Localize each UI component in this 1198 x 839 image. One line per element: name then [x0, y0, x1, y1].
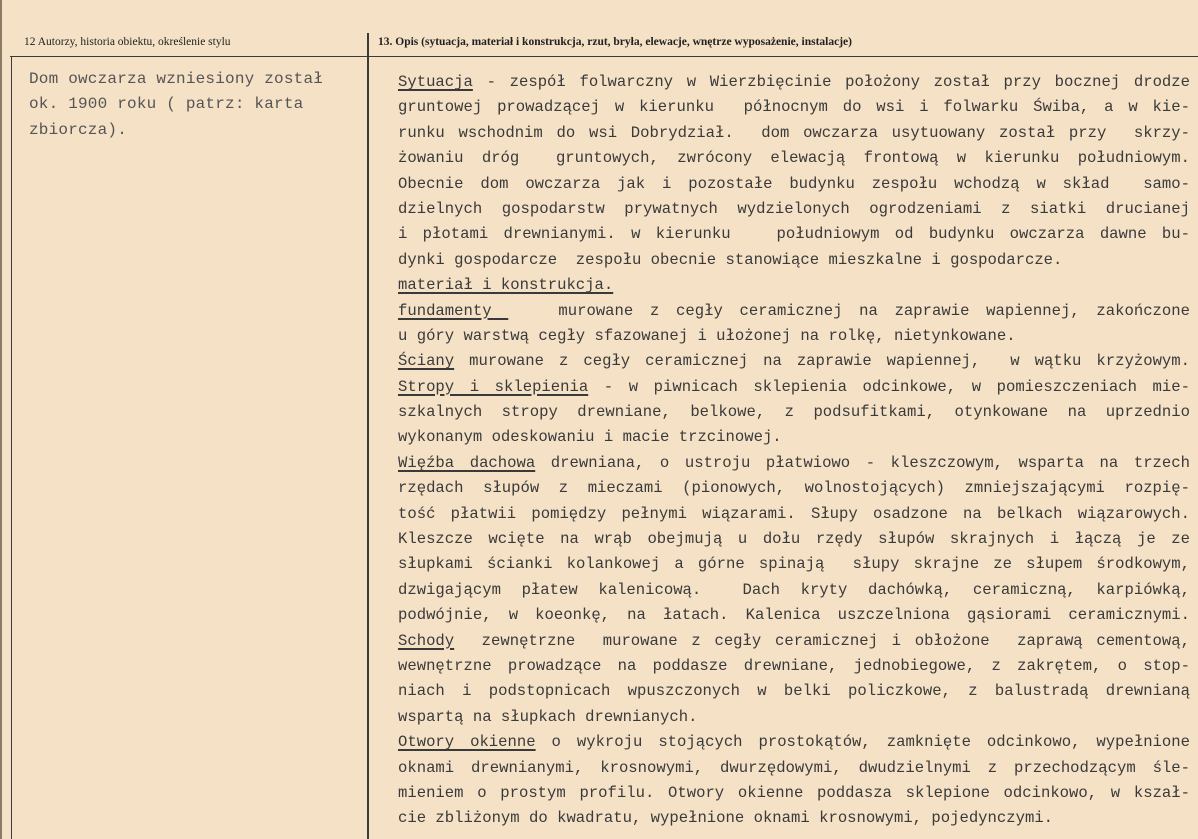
line-text: murowane z cegły ceramicznej na zaprawie wapiennej, zakończone: [508, 301, 1190, 320]
right-column-heading: 13. Opis (sytuacja, materiał i konstrukcja, rzut, bryła, elewacje, wnętrze wyposażenie, instalacje): [378, 36, 852, 48]
column-divider: [367, 33, 369, 839]
line-text: - zespół folwarczny w Wierzbięcinie położony został przy bocznej drodze: [472, 73, 1190, 91]
text-line: [398, 781, 1190, 806]
line-text: podwójnie, w koeonkę, na łatach. Kalenica uszczelniona gąsiorami ceramicznymi.: [398, 606, 1190, 625]
text-line: [398, 527, 1190, 552]
line-text: rzędach słupów z mieczami (pionowych, wolnostojących) zmniejszającymi rozpię-: [398, 479, 1190, 498]
section-heading: Schody: [398, 631, 455, 650]
line-text: szkalnych stropy drewniane, belkowe, z podsufitkami, otynkowane na uprzednio: [398, 403, 1190, 422]
line-text: runku wschodnim do wsi Dobrydział. dom owczarza usytuowany został przy skrzy-: [398, 123, 1190, 142]
line-text: mieniem o prostym profilu. Otwory okienne poddasza sklepione odcinkowo, w kszał-: [398, 783, 1190, 802]
text-line: [398, 603, 1190, 628]
line-text: tość płatwii pomiędzy pełnymi wiązarami. Słupy osadzone na belkach wiązarowych.: [398, 504, 1190, 523]
line-text: - w piwnicach sklepienia odcinkowe, w pomieszczeniach mie-: [588, 377, 1190, 396]
text-line: [398, 705, 1190, 730]
text-line: zbiorcza).: [29, 120, 128, 139]
text-line: Dom owczarza wzniesiony został: [29, 70, 324, 88]
line-text: wewnętrzne prowadzące na poddasze drewniane, jednobiegowe, z zakrętem, o stop-: [398, 656, 1190, 675]
line-text: Obecnie dom owczarza jak i pozostałe budynku zespołu wchodzą w skład samo-: [398, 174, 1190, 193]
text-line: [398, 172, 1190, 197]
line-text: Kleszcze wcięte na wrąb obejmują u dołu rzędy słupów skrajnych i łączą je ze: [398, 530, 1190, 549]
line-text: drewniana, o ustroju płatwiowo - kleszczowym, wsparta na trzech: [535, 453, 1190, 472]
line-text: wspartą na słupkach drewnianych.: [398, 707, 698, 726]
left-margin-rule: [11, 56, 12, 839]
text-line: [398, 400, 1190, 425]
text-line: [398, 324, 1190, 349]
line-text: gruntowej prowadzącej w kierunku północnym do wsi i folwarku Świba, a w kie-: [398, 98, 1190, 117]
section-heading: Stropy i sklepienia: [398, 377, 589, 396]
section-line: [398, 70, 1190, 95]
section-heading: Ściany: [398, 352, 455, 371]
line-text: oknami drewnianymi, krosnowymi, dwurzędowymi, dwudzielnymi z przechodzącym śle-: [398, 758, 1190, 777]
left-column-heading: 12 Autorzy, historia obiektu, określenie stylu: [24, 36, 231, 48]
text-line: [398, 654, 1190, 679]
text-line: [398, 679, 1190, 704]
line-text: niach i podstopnicach wpuszczonych w belki policzkowe, z balustradą drewnianą: [398, 682, 1190, 701]
section-heading: fundamenty: [398, 301, 509, 320]
text-line: [398, 502, 1190, 527]
text-line: [398, 756, 1190, 781]
line-text: dynki gospodarcze zespołu obecnie stanowiące mieszkalne i gospodarcze.: [398, 250, 1063, 269]
header-rule: [10, 56, 1198, 57]
text-line: [398, 552, 1190, 577]
line-text: murowane z cegły ceramicznej na zaprawie wapiennej, w wątku krzyżowym.: [454, 352, 1190, 371]
section-heading: Więźba dachowa: [398, 453, 536, 472]
text-line: [398, 121, 1190, 146]
line-text: wykonanym odeskowaniu i macie trzcinowej.: [398, 428, 782, 447]
text-line: [398, 95, 1190, 120]
text-line: [398, 578, 1190, 603]
section-line: [398, 273, 1190, 298]
line-text: u góry warstwą cegły sfazowanej i ułożonej na rolkę, nietynkowane.: [398, 326, 1016, 345]
line-text: o wykroju stojących prostokątów, zamknięte odcinkowo, wypełnione: [535, 733, 1190, 752]
text-line: [398, 222, 1190, 247]
line-text: cie zbliżonym do kwadratu, wypełnione oknami krosnowymi, pojedynczymi.: [398, 809, 1054, 828]
text-line: [398, 806, 1190, 831]
authors-history-text: [29, 66, 349, 142]
line-text: i płotami drewnianymi. w kierunku południowym od budynku owczarza dawne bu-: [398, 225, 1190, 244]
line-text: dzielnych gospodarstw prywatnych wydzielonych ogrodzeniami z siatki drucianej: [398, 199, 1190, 218]
section-line: [398, 629, 1190, 654]
section-heading: materiał i konstrukcja.: [398, 276, 614, 295]
text-line: [398, 425, 1190, 450]
section-line: [398, 299, 1190, 324]
section-line: [398, 349, 1190, 374]
line-text: żowaniu dróg gruntowych, zwrócony elewacją frontową w kierunku południowym.: [398, 149, 1190, 168]
section-heading: Sytuacja: [398, 73, 473, 91]
line-text: zewnętrzne murowane z cegły ceramicznej i obłożone zaprawą cementową,: [454, 631, 1190, 650]
description-text: [398, 70, 1190, 832]
section-line: [398, 451, 1190, 476]
text-line: [398, 476, 1190, 501]
text-line: [398, 197, 1190, 222]
line-text: dzwigającym płatew kalenicową. Dach kryty dachówką, ceramiczną, karpiówką,: [398, 580, 1190, 599]
text-line: [398, 248, 1190, 273]
section-heading: Otwory okienne: [398, 733, 536, 752]
line-text: słupkami ścianki kolankowej a górne spinają słupy skrajne ze słupem środkowym,: [398, 555, 1190, 574]
section-line: [398, 730, 1190, 755]
text-line: [398, 146, 1190, 171]
section-line: [398, 375, 1190, 400]
text-line: ok. 1900 roku ( patrz: karta: [29, 95, 304, 114]
